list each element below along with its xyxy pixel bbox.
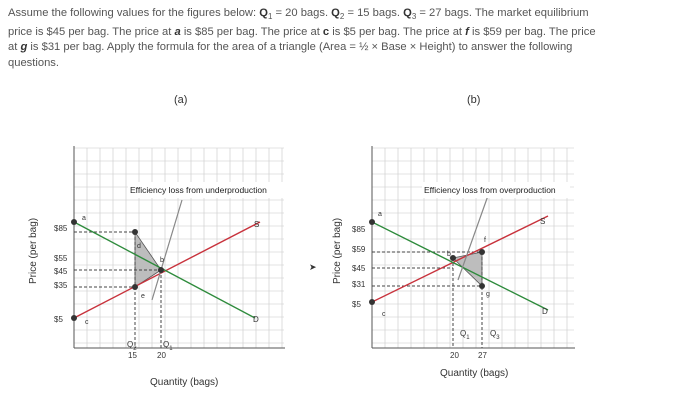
panel-b-label-a: a: [378, 211, 382, 218]
panel-b-label-c: c: [382, 311, 386, 318]
panel-b-tick-59: $59: [352, 245, 366, 254]
panel-a-tick-5: $5: [54, 315, 63, 324]
panel-b-grid: [372, 148, 574, 348]
panel-a-tick-35: $35: [54, 281, 68, 290]
panel-b-label-g: g: [486, 291, 490, 298]
panel-b-x-tick-27: 27: [478, 351, 487, 360]
panel-b-ylabel: Price (per bag): [332, 217, 343, 284]
panel-a-tick-85: $85: [54, 224, 68, 233]
panel-b-demand-curve: [372, 222, 548, 310]
question-text: Assume the following values for the figures below: $Q_1 = 20$ bags. $Q_2 = 15$ bags. $Q_3 = 27$ bags. The market equilibrium price is $45 per bag. The price at a is $85 per bag. The price at c is $5 per bag. The price at f is $59 per bag. The price at g is $31 per bag. Apply the formula for the area of a triangle (Area = ½ × Base × Height) to answer the following questions.: [8, 7, 596, 70]
panel-a-point-d: [132, 229, 138, 235]
panel-b-xlabel: Quantity (bags): [440, 368, 509, 379]
panel-a-xlabel: Quantity (bags): [150, 377, 219, 388]
panel-b-label-S: S: [540, 217, 546, 226]
panel-a-label-D: D: [253, 315, 259, 324]
panel-b-label-D: D: [542, 307, 548, 316]
panel-b-caption: Efficiency loss from overproduction: [424, 185, 556, 195]
panel-a-point-b: [158, 267, 164, 273]
panel-a-q1-label: $Q_1$: [163, 340, 173, 352]
panel-b-q1-label: $Q_1$: [460, 329, 470, 341]
panel-a-deadweight-triangle: [135, 232, 161, 287]
panel-a-title: (a): [174, 94, 188, 106]
panel-a-label-a: a: [82, 215, 86, 222]
panel-a-tick-55: $55: [54, 254, 68, 263]
panel-a-q2-label: $Q_2$: [127, 340, 137, 352]
panel-b-title: (b): [467, 94, 481, 106]
panel-b-tick-5: $5: [352, 300, 361, 309]
panel-a-label-c: c: [85, 319, 89, 326]
panel-b-chart: [350, 140, 580, 360]
panel-b-label-b: b: [447, 251, 451, 258]
panel-b-q3-label: $Q_3$: [490, 329, 500, 341]
panel-a-x-tick-20: 20: [157, 351, 166, 360]
panel-b-point-a: [369, 219, 375, 225]
panel-a-point-c: [71, 315, 77, 321]
panel-b-tick-45: $45: [352, 264, 366, 273]
panel-b-supply-curve: [372, 216, 548, 302]
panel-b-x-tick-20: 20: [450, 351, 459, 360]
panel-a-ylabel: Price (per bag): [28, 217, 39, 284]
panel-a-x-tick-15: 15: [128, 351, 137, 360]
panel-a-label-d: d: [137, 243, 141, 250]
panel-b-point-f: [479, 249, 485, 255]
arrow-icon: ➤: [309, 262, 317, 272]
panel-a-label-b: b: [160, 257, 164, 264]
panel-b-tick-85: $85: [352, 225, 366, 234]
panel-a-tick-45: $45: [54, 267, 68, 276]
panel-a-label-S: S: [254, 220, 260, 229]
panel-a-chart: [54, 140, 290, 360]
panel-a-caption: Efficiency loss from underproduction: [130, 185, 267, 195]
panel-b-point-g: [479, 283, 485, 289]
panel-b-label-f: f: [484, 237, 486, 244]
panel-a-point-e: [132, 284, 138, 290]
panel-b-tick-31: $31: [352, 280, 366, 289]
panel-b-point-c: [369, 299, 375, 305]
panel-a-pointer-line: [152, 200, 182, 300]
panel-a-point-a: [71, 219, 77, 225]
panel-a-label-e: e: [141, 293, 145, 300]
